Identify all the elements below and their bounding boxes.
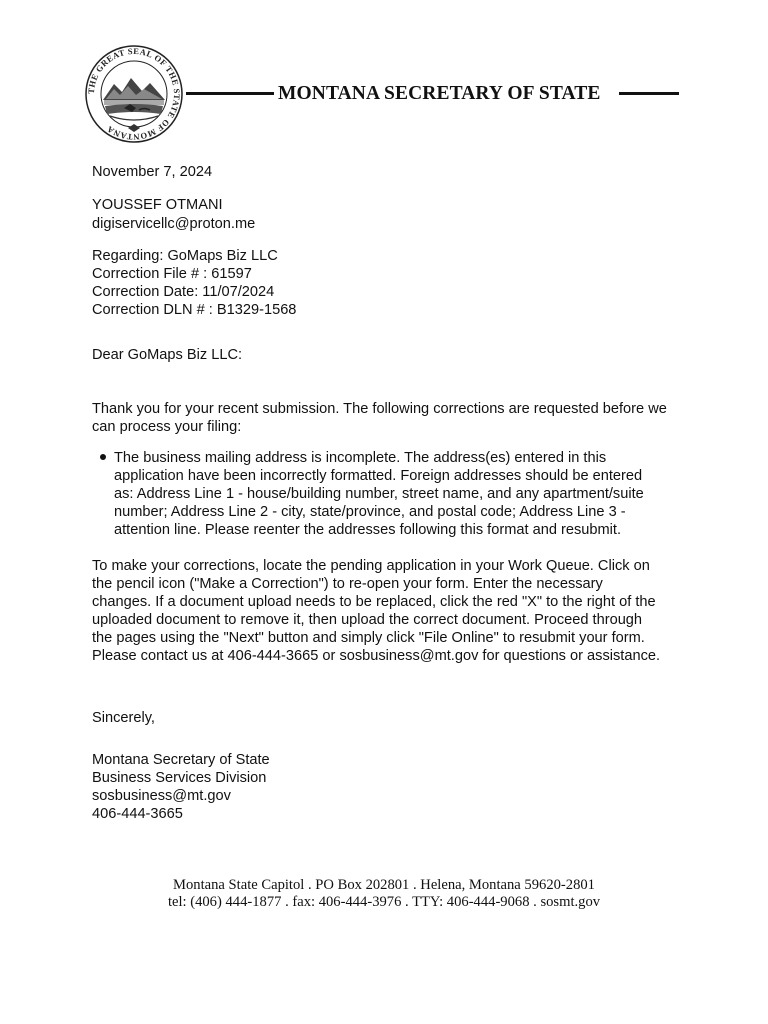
signature-division: Business Services Division — [92, 770, 267, 786]
closing: Sincerely, — [92, 710, 155, 726]
correction-item: The business mailing address is incomplete. The address(es) entered in this application have been incorrectly formatted. Foreign addresses should be entered as: Address Line 1 - house/building number, street name, and any apartment/suite number; Address Line 2 - city, state/province, and postal code; Address Line 3 - attention line. Please reenter the addresses following this format and resubmit. — [114, 450, 644, 538]
seal-ring-text: THE GREAT SEAL OF THE STATE OF MONTANA — [85, 45, 183, 143]
recipient-email: digiservicellc@proton.me — [92, 216, 256, 232]
header-rule-right — [619, 92, 679, 95]
page-title: MONTANA SECRETARY OF STATE — [278, 83, 601, 104]
signature-phone: 406-444-3665 — [92, 806, 183, 822]
footer-contact: tel: (406) 444-1877 . fax: 406-444-3976 . TTY: 406-444-9068 . sosmt.gov — [167, 894, 601, 910]
recipient-name: YOUSSEF OTMANI — [92, 197, 223, 213]
regarding-line: Regarding: GoMaps Biz LLC — [92, 248, 278, 264]
intro-paragraph: Thank you for your recent submission. The following corrections are requested before we can process your filing: — [92, 401, 667, 435]
bullet-icon — [100, 454, 106, 460]
signature-org: Montana Secretary of State — [92, 752, 270, 768]
state-seal-icon — [84, 44, 184, 144]
correction-date: Correction Date: 11/07/2024 — [92, 284, 275, 300]
correction-file: Correction File # : 61597 — [92, 266, 252, 282]
correction-dln: Correction DLN # : B1329-1568 — [92, 302, 297, 318]
footer-address: Montana State Capitol . PO Box 202801 . Helena, Montana 59620-2801 — [173, 877, 595, 893]
salutation: Dear GoMaps Biz LLC: — [92, 347, 243, 363]
signature-email: sosbusiness@mt.gov — [92, 788, 231, 804]
letter-date: November 7, 2024 — [92, 164, 213, 180]
header-rule-left — [186, 92, 274, 95]
instructions-paragraph: To make your corrections, locate the pending application in your Work Queue. Click on the pencil icon ("Make a Correction") to re-open your form. Enter the necessary changes. If a document upload needs to be replaced, click the red "X" to the right of the uploaded document to remove it, then upload the correct document. Proceed through the pages using the "Next" button and simply click "File Online" to resubmit your form. Please contact us at 406-444-3665 or sosbusiness@mt.gov for questions or assistance. — [92, 558, 661, 664]
